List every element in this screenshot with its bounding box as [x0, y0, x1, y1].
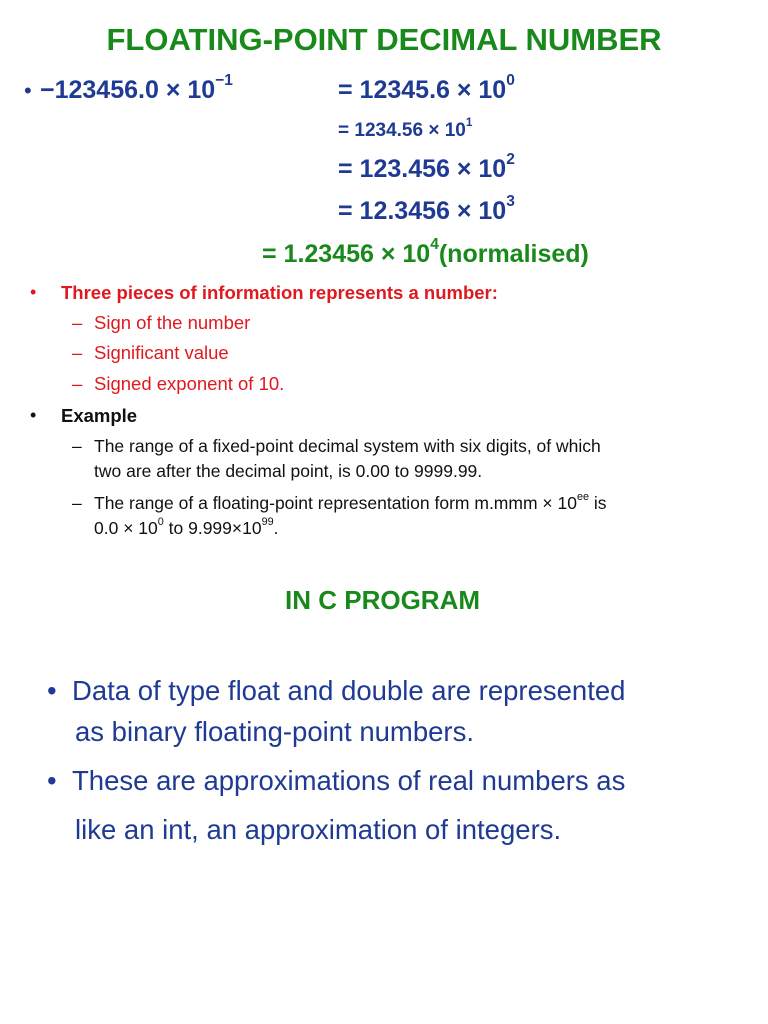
bullet: •	[24, 78, 32, 103]
dash: –	[72, 493, 82, 513]
info-heading: Three pieces of information represents a number:	[61, 282, 498, 303]
info-item: Signed exponent of 10.	[94, 373, 285, 394]
bullet: •	[30, 405, 37, 425]
dash: –	[72, 436, 82, 456]
equation-lhs: $-123456.0 \times 10^{-1}$	[40, 71, 233, 104]
bullet: •	[47, 765, 57, 796]
bullet: •	[30, 282, 37, 302]
equation-row: = $12.3456 \times 10^3$	[338, 192, 515, 225]
example-item-cont: $0.0 \times 10^0$ to $9.999\times 10^{99}$.	[94, 515, 279, 538]
c-bullet-text: Data of type float and double are represented	[72, 675, 626, 706]
example-item: The range of a fixed-point decimal system with six digits, of which	[94, 436, 601, 456]
c-bullet-text-cont: as binary floating-point numbers.	[75, 716, 474, 747]
info-item: Sign of the number	[94, 312, 251, 333]
example-item: The range of a floating-point representation form $m.mmm \times 10^{ee}$ is	[94, 490, 607, 513]
bullet: •	[47, 675, 57, 706]
section-heading: IN C PROGRAM	[285, 585, 480, 615]
equation-row: = $123.456 \times 10^2$	[338, 150, 515, 183]
c-bullet-text-cont: like an int, an approximation of integers.	[75, 814, 562, 845]
equation-row: = $1234.56 \times 10^1$	[338, 116, 473, 141]
equation-row: = $12345.6 \times 10^0$	[338, 71, 515, 104]
dash: –	[72, 312, 83, 333]
page-title: FLOATING-POINT DECIMAL NUMBER	[106, 22, 662, 57]
equation-normalised: = $1.23456 \times 10^4(normalised)$	[262, 235, 589, 268]
c-bullet-text: These are approximations of real numbers as	[72, 765, 626, 796]
example-item-cont: two are after the decimal point, is 0.00 to 9999.99.	[94, 461, 483, 481]
info-item: Significant value	[94, 342, 229, 363]
dash: –	[72, 373, 83, 394]
dash: –	[72, 342, 83, 363]
example-heading: Example	[61, 405, 138, 426]
